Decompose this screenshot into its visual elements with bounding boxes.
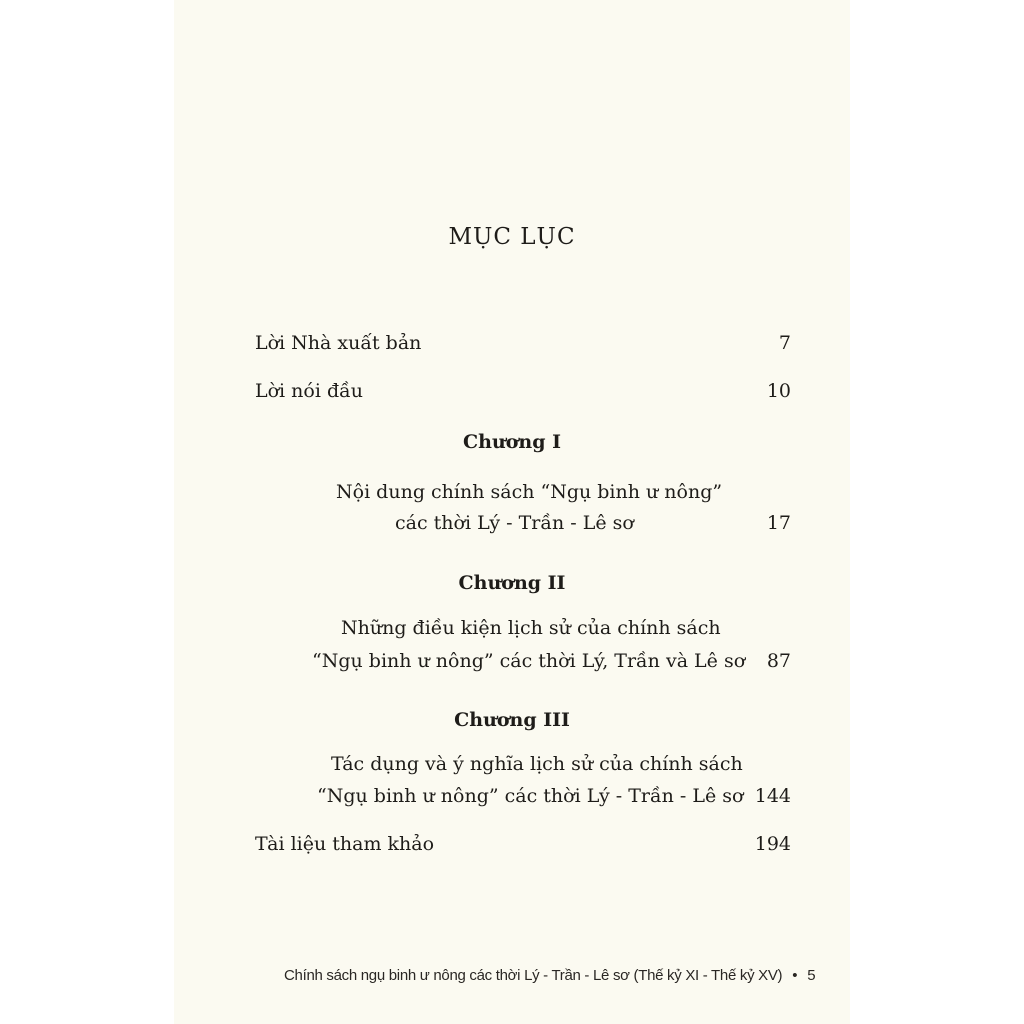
chapter-title-line: “Ngụ binh ư nông” các thời Lý - Trần - Lê sơ <box>317 785 744 807</box>
toc-entry-page: 87 <box>766 650 791 672</box>
chapter-title-line: Những điều kiện lịch sử của chính sách <box>341 617 721 639</box>
chapter-title-line: Tác dụng và ý nghĩa lịch sử của chính sách <box>331 753 743 775</box>
running-title: Chính sách ngụ binh ư nông các thời Lý - Trần - Lê sơ (Thế kỷ XI - Thế kỷ XV) <box>284 967 783 984</box>
chapter-heading: Chương II <box>458 572 566 594</box>
toc-entry-page: 10 <box>766 380 791 402</box>
page-number: 5 <box>807 967 816 984</box>
chapter-title-line: “Ngụ binh ư nông” các thời Lý, Trần và Lê sơ <box>312 650 746 672</box>
running-footer <box>284 967 815 984</box>
book-page <box>174 0 850 1024</box>
toc-entry-label: Tài liệu tham khảo <box>255 833 435 855</box>
footer-bullet: • <box>792 967 798 984</box>
show-through-text <box>438 336 446 365</box>
page-title: MỤC LỤC <box>448 224 576 250</box>
toc-entry-page: 144 <box>754 785 791 807</box>
chapter-title-line: các thời Lý - Trần - Lê sơ <box>395 512 634 534</box>
chapter-heading: Chương III <box>454 709 570 731</box>
toc-entry-label: Lời nói đầu <box>255 380 364 402</box>
chapter-heading: Chương I <box>462 431 562 453</box>
toc-entry-label: Lời Nhà xuất bản <box>255 332 422 354</box>
toc-entry-page: 17 <box>766 512 791 534</box>
chapter-title-line: Nội dung chính sách “Ngụ binh ư nông” <box>336 481 723 503</box>
toc-entry-page: 7 <box>778 332 791 354</box>
toc-entry-page: 194 <box>754 833 791 855</box>
